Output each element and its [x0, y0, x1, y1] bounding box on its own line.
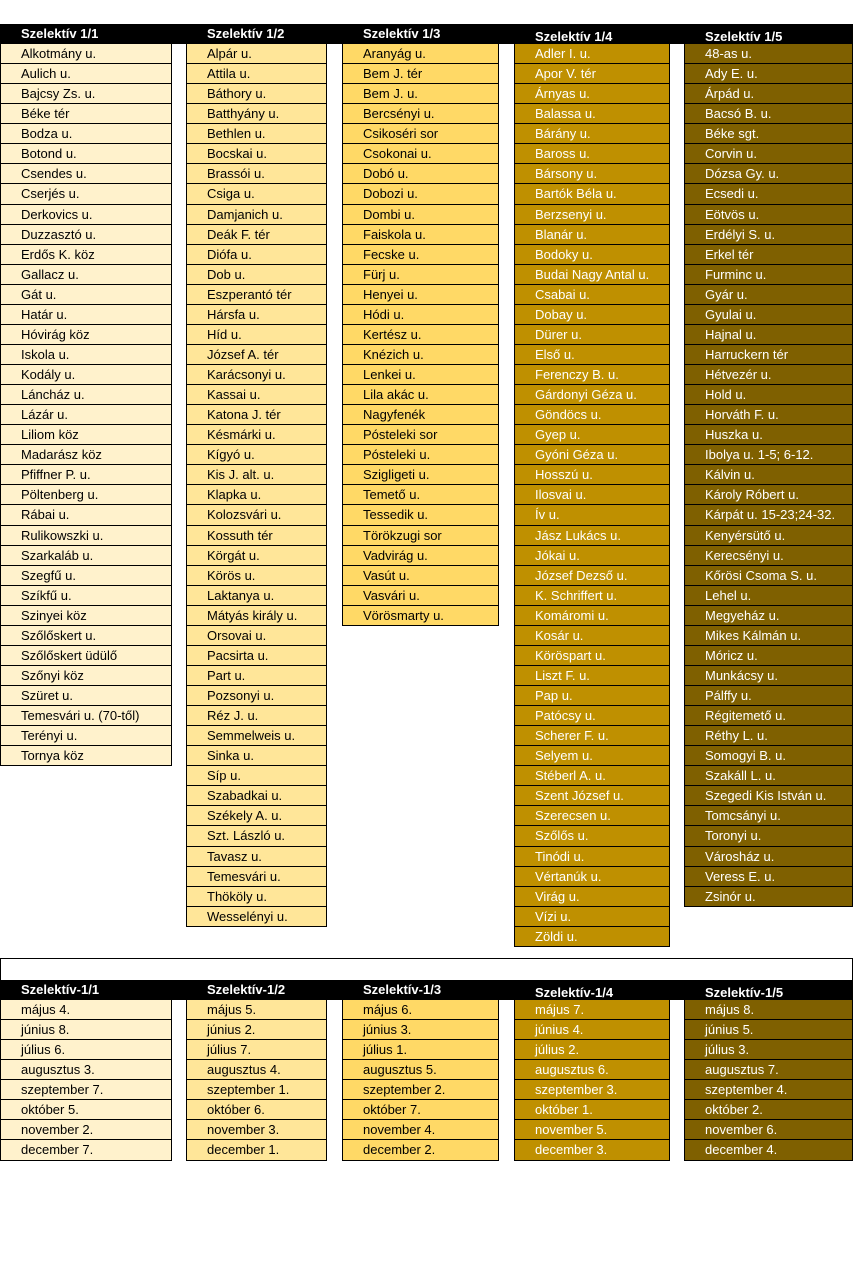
- date-cell: július 3.: [685, 1040, 852, 1060]
- date-cell: május 6.: [343, 1000, 498, 1020]
- street-cell: Szakáll L. u.: [685, 766, 852, 786]
- street-cell: Pósteleki u.: [343, 445, 498, 465]
- column-header: Szelektív-1/3: [342, 980, 499, 1000]
- street-cell: Tessedik u.: [343, 505, 498, 525]
- column-header: Szelektív 1/5: [684, 24, 853, 44]
- date-list: [514, 1000, 670, 1161]
- schedule-column-2: [186, 980, 327, 1161]
- street-cell: Ív u.: [515, 505, 669, 525]
- street-cell: Nagyfenék: [343, 405, 498, 425]
- street-cell: Gát u.: [1, 285, 171, 305]
- date-cell: december 7.: [1, 1140, 171, 1160]
- street-cell: Szigligeti u.: [343, 465, 498, 485]
- street-cell: Dob u.: [187, 265, 326, 285]
- street-cell: Ady E. u.: [685, 64, 852, 84]
- date-cell: augusztus 3.: [1, 1060, 171, 1080]
- street-cell: Hold u.: [685, 385, 852, 405]
- street-cell: Kassai u.: [187, 385, 326, 405]
- street-cell: Bem J. u.: [343, 84, 498, 104]
- date-cell: május 8.: [685, 1000, 852, 1020]
- street-cell: Ilosvai u.: [515, 485, 669, 505]
- street-column-5: [684, 24, 853, 907]
- schedule-column-4: [514, 980, 670, 1161]
- date-cell: december 3.: [515, 1140, 669, 1160]
- street-cell: Komáromi u.: [515, 606, 669, 626]
- street-cell: Szegfű u.: [1, 566, 171, 586]
- street-cell: Bocskai u.: [187, 144, 326, 164]
- date-cell: augusztus 6.: [515, 1060, 669, 1080]
- street-cell: Bajcsy Zs. u.: [1, 84, 171, 104]
- street-cell: Dobay u.: [515, 305, 669, 325]
- street-cell: Kőrösi Csoma S. u.: [685, 566, 852, 586]
- street-cell: Vadvirág u.: [343, 546, 498, 566]
- date-cell: május 5.: [187, 1000, 326, 1020]
- street-cell: Huszka u.: [685, 425, 852, 445]
- street-cell: Göndöcs u.: [515, 405, 669, 425]
- street-cell: Aranyág u.: [343, 44, 498, 64]
- date-list: [342, 1000, 499, 1161]
- street-cell: Kertész u.: [343, 325, 498, 345]
- street-cell: Kosár u.: [515, 626, 669, 646]
- street-cell: Blanár u.: [515, 225, 669, 245]
- date-cell: november 3.: [187, 1120, 326, 1140]
- street-cell: Szőlőskert u.: [1, 626, 171, 646]
- street-cell: Dózsa Gy. u.: [685, 164, 852, 184]
- date-cell: október 2.: [685, 1100, 852, 1120]
- street-cell: Zöldi u.: [515, 927, 669, 947]
- street-cell: 48-as u.: [685, 44, 852, 64]
- street-cell: Pósteleki sor: [343, 425, 498, 445]
- street-cell: Alkotmány u.: [1, 44, 171, 64]
- street-cell: Gárdonyi Géza u.: [515, 385, 669, 405]
- street-cell: Ecsedi u.: [685, 184, 852, 204]
- street-cell: Klapka u.: [187, 485, 326, 505]
- street-cell: Temető u.: [343, 485, 498, 505]
- street-cell: Semmelweis u.: [187, 726, 326, 746]
- street-column-4: [514, 24, 670, 947]
- street-cell: Sinka u.: [187, 746, 326, 766]
- street-cell: Pálffy u.: [685, 686, 852, 706]
- schedule-column-1: [0, 980, 172, 1161]
- street-cell: Harruckern tér: [685, 345, 852, 365]
- street-cell: Madarász köz: [1, 445, 171, 465]
- section-divider: [0, 958, 853, 980]
- date-list: [684, 1000, 853, 1161]
- street-cell: Károly Róbert u.: [685, 485, 852, 505]
- street-cell: Rábai u.: [1, 505, 171, 525]
- street-cell: Apor V. tér: [515, 64, 669, 84]
- street-cell: Derkovics u.: [1, 205, 171, 225]
- street-cell: Brassói u.: [187, 164, 326, 184]
- street-cell: Veress E. u.: [685, 867, 852, 887]
- street-cell: Késmárki u.: [187, 425, 326, 445]
- street-cell: Dombi u.: [343, 205, 498, 225]
- street-cell: Híd u.: [187, 325, 326, 345]
- schedule-column-3: [342, 980, 499, 1161]
- street-cell: Virág u.: [515, 887, 669, 907]
- street-cell: Hétvezér u.: [685, 365, 852, 385]
- street-cell: Zsinór u.: [685, 887, 852, 907]
- street-cell: Aulich u.: [1, 64, 171, 84]
- street-cell: József Dezső u.: [515, 566, 669, 586]
- street-cell: Tornya köz: [1, 746, 171, 766]
- street-cell: Faiskola u.: [343, 225, 498, 245]
- street-cell: Jász Lukács u.: [515, 526, 669, 546]
- street-cell: Cserjés u.: [1, 184, 171, 204]
- street-cell: Berzsenyi u.: [515, 205, 669, 225]
- street-cell: Pap u.: [515, 686, 669, 706]
- street-cell: Körgát u.: [187, 546, 326, 566]
- street-cell: Béke sgt.: [685, 124, 852, 144]
- street-column-3: [342, 24, 499, 626]
- street-cell: Szőlőskert üdülő: [1, 646, 171, 666]
- street-cell: Lázár u.: [1, 405, 171, 425]
- street-cell: Csabai u.: [515, 285, 669, 305]
- street-cell: Temesvári u. (70-től): [1, 706, 171, 726]
- street-cell: Bem J. tér: [343, 64, 498, 84]
- street-cell: Pacsirta u.: [187, 646, 326, 666]
- street-cell: Gallacz u.: [1, 265, 171, 285]
- street-cell: Balassa u.: [515, 104, 669, 124]
- street-list: [514, 44, 670, 947]
- date-cell: december 1.: [187, 1140, 326, 1160]
- street-cell: Rulikowszki u.: [1, 526, 171, 546]
- street-cell: Stéberl A. u.: [515, 766, 669, 786]
- street-cell: Kossuth tér: [187, 526, 326, 546]
- street-cell: Deák F. tér: [187, 225, 326, 245]
- street-cell: Gyóni Géza u.: [515, 445, 669, 465]
- street-cell: Bodza u.: [1, 124, 171, 144]
- street-cell: Kenyérsütő u.: [685, 526, 852, 546]
- date-cell: szeptember 1.: [187, 1080, 326, 1100]
- street-cell: Dobozi u.: [343, 184, 498, 204]
- street-cell: Tinódi u.: [515, 847, 669, 867]
- street-column-2: [186, 24, 327, 927]
- street-cell: Szent József u.: [515, 786, 669, 806]
- street-cell: Csiga u.: [187, 184, 326, 204]
- street-cell: Városház u.: [685, 847, 852, 867]
- street-cell: Lila akác u.: [343, 385, 498, 405]
- street-list: [0, 44, 172, 766]
- date-cell: július 6.: [1, 1040, 171, 1060]
- street-cell: Körös u.: [187, 566, 326, 586]
- street-cell: Szíkfű u.: [1, 586, 171, 606]
- street-cell: Kárpát u. 15-23;24-32.: [685, 505, 852, 525]
- date-cell: június 2.: [187, 1020, 326, 1040]
- street-cell: Botond u.: [1, 144, 171, 164]
- street-cell: Bethlen u.: [187, 124, 326, 144]
- street-cell: Temesvári u.: [187, 867, 326, 887]
- column-header: Szelektív 1/1: [0, 24, 172, 44]
- street-cell: Selyem u.: [515, 746, 669, 766]
- date-cell: május 7.: [515, 1000, 669, 1020]
- street-cell: Fürj u.: [343, 265, 498, 285]
- street-cell: Eszperantó tér: [187, 285, 326, 305]
- column-header: Szelektív 1/4: [514, 24, 670, 44]
- date-list: [186, 1000, 327, 1161]
- date-cell: október 5.: [1, 1100, 171, 1120]
- street-cell: Orsovai u.: [187, 626, 326, 646]
- date-cell: december 2.: [343, 1140, 498, 1160]
- street-cell: Árpád u.: [685, 84, 852, 104]
- street-cell: Pozsonyi u.: [187, 686, 326, 706]
- street-cell: Köröspart u.: [515, 646, 669, 666]
- street-cell: Jókai u.: [515, 546, 669, 566]
- street-cell: Szt. László u.: [187, 826, 326, 846]
- street-cell: Hosszú u.: [515, 465, 669, 485]
- street-cell: Fecske u.: [343, 245, 498, 265]
- column-header: Szelektív 1/2: [186, 24, 327, 44]
- street-cell: Duzzasztó u.: [1, 225, 171, 245]
- street-cell: Gyep u.: [515, 425, 669, 445]
- street-cell: Attila u.: [187, 64, 326, 84]
- street-cell: Bercsényi u.: [343, 104, 498, 124]
- street-cell: Ferenczy B. u.: [515, 365, 669, 385]
- street-cell: Alpár u.: [187, 44, 326, 64]
- street-cell: Liliom köz: [1, 425, 171, 445]
- column-header: Szelektív-1/2: [186, 980, 327, 1000]
- street-cell: Gyár u.: [685, 285, 852, 305]
- street-cell: Horváth F. u.: [685, 405, 852, 425]
- column-header: Szelektív 1/3: [342, 24, 499, 44]
- street-cell: Vasút u.: [343, 566, 498, 586]
- street-cell: Damjanich u.: [187, 205, 326, 225]
- street-cell: Kis J. alt. u.: [187, 465, 326, 485]
- street-cell: Szarkaláb u.: [1, 546, 171, 566]
- street-cell: Székely A. u.: [187, 806, 326, 826]
- street-cell: Somogyi B. u.: [685, 746, 852, 766]
- date-cell: szeptember 7.: [1, 1080, 171, 1100]
- street-cell: Diófa u.: [187, 245, 326, 265]
- street-cell: Bacsó B. u.: [685, 104, 852, 124]
- street-cell: Móricz u.: [685, 646, 852, 666]
- date-cell: október 1.: [515, 1100, 669, 1120]
- street-cell: Liszt F. u.: [515, 666, 669, 686]
- street-cell: Szerecsen u.: [515, 806, 669, 826]
- date-cell: június 3.: [343, 1020, 498, 1040]
- date-cell: május 4.: [1, 1000, 171, 1020]
- date-cell: szeptember 2.: [343, 1080, 498, 1100]
- date-cell: október 7.: [343, 1100, 498, 1120]
- date-cell: október 6.: [187, 1100, 326, 1120]
- street-cell: Knézich u.: [343, 345, 498, 365]
- street-cell: Erdős K. köz: [1, 245, 171, 265]
- street-list: [342, 44, 499, 626]
- street-cell: Karácsonyi u.: [187, 365, 326, 385]
- street-cell: Hóvirág köz: [1, 325, 171, 345]
- street-cell: Toronyi u.: [685, 826, 852, 846]
- street-cell: Kolozsvári u.: [187, 505, 326, 525]
- date-cell: szeptember 4.: [685, 1080, 852, 1100]
- street-cell: Munkácsy u.: [685, 666, 852, 686]
- street-cell: Első u.: [515, 345, 669, 365]
- street-cell: Iskola u.: [1, 345, 171, 365]
- street-cell: Szüret u.: [1, 686, 171, 706]
- column-header: Szelektív-1/5: [684, 980, 853, 1000]
- street-cell: Réz J. u.: [187, 706, 326, 726]
- date-cell: november 5.: [515, 1120, 669, 1140]
- street-cell: Vértanúk u.: [515, 867, 669, 887]
- date-cell: november 4.: [343, 1120, 498, 1140]
- street-cell: Lenkei u.: [343, 365, 498, 385]
- street-list: [684, 44, 853, 907]
- street-cell: Budai Nagy Antal u.: [515, 265, 669, 285]
- street-cell: Bárány u.: [515, 124, 669, 144]
- street-cell: Kerecsényi u.: [685, 546, 852, 566]
- street-cell: Part u.: [187, 666, 326, 686]
- street-cell: Csokonai u.: [343, 144, 498, 164]
- street-cell: Síp u.: [187, 766, 326, 786]
- street-cell: Tavasz u.: [187, 847, 326, 867]
- street-cell: Szabadkai u.: [187, 786, 326, 806]
- street-cell: Vörösmarty u.: [343, 606, 498, 626]
- street-cell: Tomcsányi u.: [685, 806, 852, 826]
- date-cell: július 7.: [187, 1040, 326, 1060]
- column-header: Szelektív-1/1: [0, 980, 172, 1000]
- street-cell: Erdélyi S. u.: [685, 225, 852, 245]
- street-cell: Katona J. tér: [187, 405, 326, 425]
- date-cell: június 5.: [685, 1020, 852, 1040]
- column-header: Szelektív-1/4: [514, 980, 670, 1000]
- date-cell: július 1.: [343, 1040, 498, 1060]
- date-cell: szeptember 3.: [515, 1080, 669, 1100]
- date-cell: augusztus 4.: [187, 1060, 326, 1080]
- date-cell: augusztus 7.: [685, 1060, 852, 1080]
- date-cell: december 4.: [685, 1140, 852, 1160]
- street-cell: Határ u.: [1, 305, 171, 325]
- street-cell: Adler I. u.: [515, 44, 669, 64]
- date-list: [0, 1000, 172, 1161]
- street-cell: Terényi u.: [1, 726, 171, 746]
- street-cell: Gyulai u.: [685, 305, 852, 325]
- schedule-column-5: [684, 980, 853, 1161]
- street-cell: Kodály u.: [1, 365, 171, 385]
- street-cell: Hajnal u.: [685, 325, 852, 345]
- street-cell: Bársony u.: [515, 164, 669, 184]
- street-cell: Láncház u.: [1, 385, 171, 405]
- street-cell: K. Schriffert u.: [515, 586, 669, 606]
- street-column-1: [0, 24, 172, 766]
- street-cell: Wesselényi u.: [187, 907, 326, 927]
- street-cell: Eötvös u.: [685, 205, 852, 225]
- street-cell: Erkel tér: [685, 245, 852, 265]
- street-cell: Csendes u.: [1, 164, 171, 184]
- street-cell: Baross u.: [515, 144, 669, 164]
- street-cell: Vízi u.: [515, 907, 669, 927]
- street-cell: Pöltenberg u.: [1, 485, 171, 505]
- street-cell: Bartók Béla u.: [515, 184, 669, 204]
- street-cell: Árnyas u.: [515, 84, 669, 104]
- street-cell: Megyeház u.: [685, 606, 852, 626]
- date-cell: július 2.: [515, 1040, 669, 1060]
- date-cell: november 6.: [685, 1120, 852, 1140]
- street-cell: Kígyó u.: [187, 445, 326, 465]
- street-cell: Mátyás király u.: [187, 606, 326, 626]
- street-cell: Hódi u.: [343, 305, 498, 325]
- date-cell: augusztus 5.: [343, 1060, 498, 1080]
- date-cell: június 4.: [515, 1020, 669, 1040]
- street-cell: Patócsy u.: [515, 706, 669, 726]
- street-cell: Ibolya u. 1-5; 6-12.: [685, 445, 852, 465]
- street-cell: Laktanya u.: [187, 586, 326, 606]
- street-cell: Mikes Kálmán u.: [685, 626, 852, 646]
- street-list: [186, 44, 327, 927]
- street-cell: Szegedi Kis István u.: [685, 786, 852, 806]
- street-cell: Bodoky u.: [515, 245, 669, 265]
- street-cell: Kálvin u.: [685, 465, 852, 485]
- street-cell: Lehel u.: [685, 586, 852, 606]
- date-cell: június 8.: [1, 1020, 171, 1040]
- street-cell: Furminc u.: [685, 265, 852, 285]
- street-cell: Thököly u.: [187, 887, 326, 907]
- street-cell: Dürer u.: [515, 325, 669, 345]
- street-cell: Szőlős u.: [515, 826, 669, 846]
- street-cell: Csikoséri sor: [343, 124, 498, 144]
- street-cell: Henyei u.: [343, 285, 498, 305]
- street-cell: Hársfa u.: [187, 305, 326, 325]
- street-cell: Dobó u.: [343, 164, 498, 184]
- street-cell: Régitemető u.: [685, 706, 852, 726]
- street-cell: Szőnyi köz: [1, 666, 171, 686]
- street-cell: Corvin u.: [685, 144, 852, 164]
- street-cell: Törökzugi sor: [343, 526, 498, 546]
- street-cell: Batthyány u.: [187, 104, 326, 124]
- date-cell: november 2.: [1, 1120, 171, 1140]
- street-cell: József A. tér: [187, 345, 326, 365]
- street-cell: Béke tér: [1, 104, 171, 124]
- street-cell: Vasvári u.: [343, 586, 498, 606]
- street-cell: Pfiffner P. u.: [1, 465, 171, 485]
- street-cell: Réthy L. u.: [685, 726, 852, 746]
- street-cell: Szinyei köz: [1, 606, 171, 626]
- street-cell: Scherer F. u.: [515, 726, 669, 746]
- street-cell: Báthory u.: [187, 84, 326, 104]
